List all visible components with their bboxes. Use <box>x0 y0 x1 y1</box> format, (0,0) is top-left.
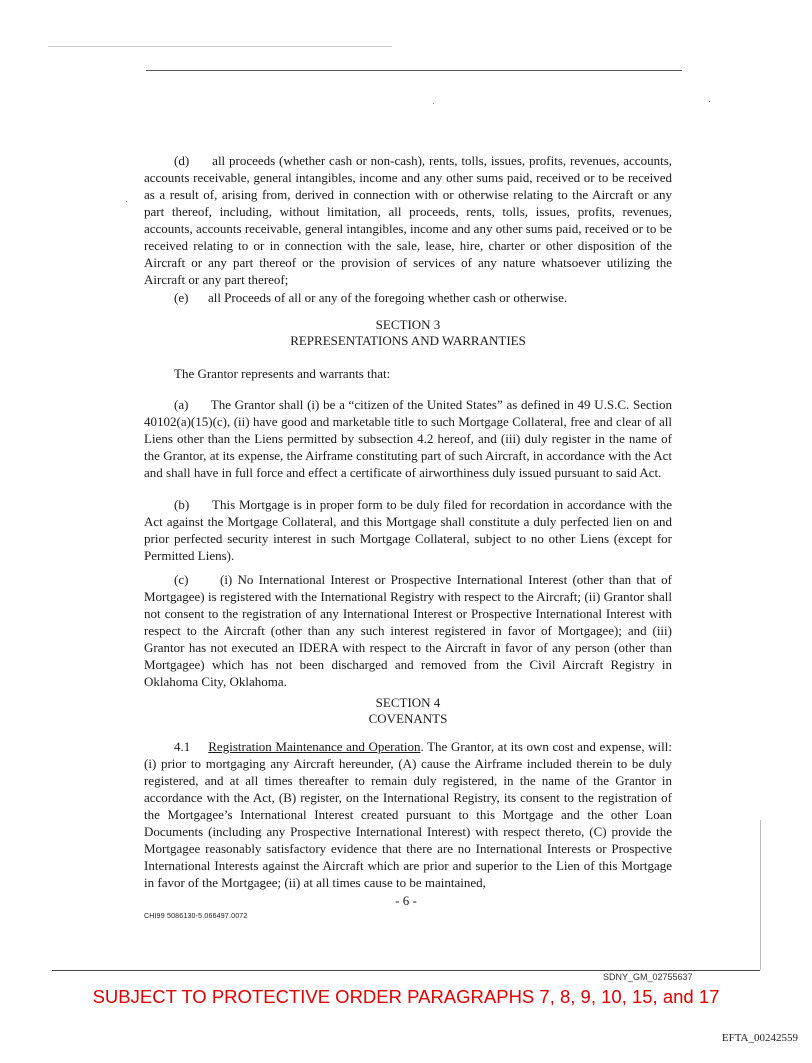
scan-speck <box>433 103 434 104</box>
covenant-4-1 <box>144 738 672 891</box>
covenant-4-1-label: 4.1 <box>174 739 191 754</box>
representation-a-text: The Grantor shall (i) be a “citizen of the United States” as defined in 49 U.S.C. Section 40102(a)(15)(c), (ii) have good and marketable title to such Mortgage Collateral, free and clear of all Liens other than the Liens permitted by subsection 4.2 hereof, and (iii) duly register in the name of the Grantor, at its expense, the Airframe constituting part of such Aircraft, in accordance with the Act and shall have in full force and effect a certificate of airworthiness duly issued pursuant to said Act. <box>144 397 673 480</box>
representations-intro: The Grantor represents and warrants that: <box>174 366 391 381</box>
efta-number: EFTA_00242559 <box>721 1032 798 1044</box>
footer-rule <box>52 970 760 971</box>
section-3-number: SECTION 3 <box>375 317 441 332</box>
scan-speck <box>126 201 127 202</box>
section-4-title: COVENANTS <box>368 711 448 726</box>
paragraph-e-text: all Proceeds of all or any of the foregoing whether cash or otherwise. <box>207 290 568 305</box>
margin-line-right <box>760 820 761 970</box>
bates-number: SDNY_GM_02755637 <box>603 972 693 982</box>
paragraph-d-text: all proceeds (whether cash or non-cash), rents, tolls, issues, profits, revenues, accounts, accounts receivable, general intangibles, income and any other sums paid, received or to be received as a result of, arising from, derived in connection with or otherwise relating to the Aircraft or any part thereof, including, without limitation, all proceeds, rents, tolls, issues, profits, revenues, accounts, accounts receivable, general intangibles, income and any other sums paid, received or to be received relating to or in connection with the sale, lease, hire, charter or other disposition of the Aircraft or any part thereof or the provision of services of any nature whatsoever utilizing the Aircraft or any part thereof; <box>144 153 673 287</box>
covenant-4-1-heading: Registration Maintenance and Operation <box>208 739 421 754</box>
paragraph-e <box>144 289 672 306</box>
section-4-number: SECTION 4 <box>375 695 441 710</box>
page-number: - 6 - <box>395 893 417 908</box>
representation-b <box>144 496 672 564</box>
covenant-4-1-text: . The Grantor, at its own cost and expense, will: (i) prior to mortgaging any Aircraft hereunder, (A) cause the Airframe included therein to be duly registered, and at all times thereafter to remain duly registered, in the name of the Grantor in accordance with the Act, (B) register, on the International Registry, its consent to the registration of the Mortgagee’s International Interest created pursuant to this Mortgage and the other Loan Documents (including any Prospective International Interest) with respect thereto, (C) provide the Mortgagee reasonably satisfactory evidence that there are no International Interests or Prospective International Interests against the Aircraft which are prior and superior to the Lien of this Mortgage in favor of the Mortgagee; (ii) at all times cause to be maintained, <box>144 739 673 890</box>
representation-c <box>144 571 672 690</box>
document-id: CHI99 5086130-5.066497.0072 <box>144 913 248 920</box>
scan-speck <box>709 101 710 102</box>
protective-order-notice: SUBJECT TO PROTECTIVE ORDER PARAGRAPHS 7, 8, 9, 10, 15, and 17 <box>92 986 720 1007</box>
representation-c-text: (i) No International Interest or Prospective International Interest (other than that of Mortgagee) is registered with the International Registry with respect to the Aircraft; (ii) Grantor shall not consent to the registration of any International Interest or Prospective International Interest with respect to the Aircraft (other than any such interest registered in favor of Mortgagee); and (iii) Grantor has not executed an IDERA with respect to the Aircraft in favor of any person (other than Mortgagee) which has not been discharged and removed from the Civil Aircraft Registry in Oklahoma City, Oklahoma. <box>144 572 672 689</box>
top-scan-line-2 <box>146 70 682 71</box>
paragraph-d-label: (d) <box>174 153 190 168</box>
representation-a <box>144 396 672 481</box>
representation-b-label: (b) <box>174 497 190 512</box>
representation-b-text: This Mortgage is in proper form to be duly filed for recordation in accordance with the Act against the Mortgage Collateral, and this Mortgage shall constitute a duly perfected lien on and prior perfected security interest in such Mortgage Collateral, subject to no other Liens (except for Permitted Liens). <box>144 497 673 563</box>
paragraph-d <box>144 152 672 288</box>
representation-a-label: (a) <box>174 397 189 412</box>
section-3-title: REPRESENTATIONS AND WARRANTIES <box>290 333 526 348</box>
paragraph-e-label: (e) <box>174 290 189 305</box>
top-scan-line-1 <box>48 46 392 47</box>
representation-c-label: (c) <box>174 572 189 587</box>
